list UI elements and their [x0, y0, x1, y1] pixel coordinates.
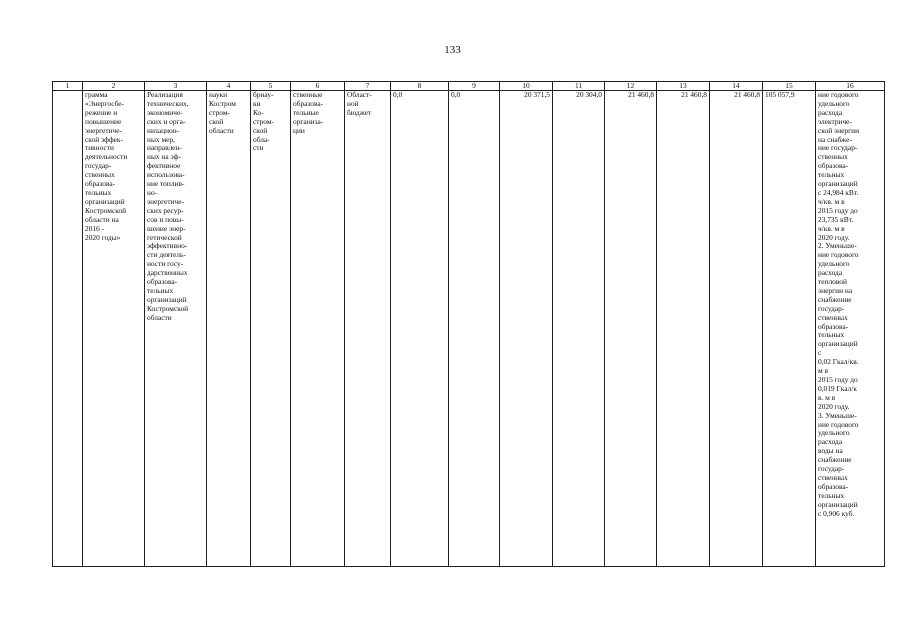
cell-measures: Реализация технических, экономиче- ских и орга- низацион- ных мер, направлен- ных на эф- фективное использова- ние топлив- но- энергетиче- ских ресур- сов и повы- шение энер- гетической эффективно- сти деятель- ности госу- дарственных образова- тельных организаций Костромской области: [145, 91, 207, 567]
col-header-10: 10: [500, 82, 553, 91]
program-table: [52, 81, 885, 567]
table-row: [53, 91, 885, 567]
cell-participants: ственные образова- тельные организа- ции: [291, 91, 345, 567]
cell-value-11: 20 304,0: [553, 91, 605, 567]
col-header-16: 16: [816, 82, 885, 91]
col-header-13: 13: [657, 82, 710, 91]
cell-value-14: 21 460,8: [710, 91, 763, 567]
cell-value-total: 105 057,9: [763, 91, 816, 567]
cell-index: [53, 91, 83, 567]
col-header-12: 12: [605, 82, 657, 91]
cell-coexecutor: брнау- ки Ко- стром- ской обла- сти: [251, 91, 291, 567]
col-header-1: 1: [53, 82, 83, 91]
col-header-9: 9: [449, 82, 500, 91]
col-header-5: 5: [251, 82, 291, 91]
cell-value-8: 0,0: [391, 91, 449, 567]
cell-value-13: 21 460,8: [657, 91, 710, 567]
col-header-11: 11: [553, 82, 605, 91]
cell-responsible: науки Костром стром- ской области: [207, 91, 251, 567]
page-number: 133: [444, 44, 461, 56]
col-header-14: 14: [710, 82, 763, 91]
col-header-15: 15: [763, 82, 816, 91]
cell-funding-source: Област- ной бюджет: [345, 91, 391, 567]
col-header-6: 6: [291, 82, 345, 91]
cell-value-12: 21 460,8: [605, 91, 657, 567]
col-header-8: 8: [391, 82, 449, 91]
col-header-3: 3: [145, 82, 207, 91]
col-header-4: 4: [207, 82, 251, 91]
col-header-7: 7: [345, 82, 391, 91]
cell-value-9: 0,0: [449, 91, 500, 567]
col-header-2: 2: [83, 82, 145, 91]
cell-expected-results: ние годового удельного расхода электриче- ской энергии на снабже- ние государ- ственных образова- тельных организаций с 24,984 кВт. ч/кв. м в 2015 году до 23,735 кВт. ч/кв. м в 2020 году. 2. Уменьше- ние годового удельного расхода тепловой энергии на снабжение государ- ственных образова- тельных организаций с 0,02 Гкал/кв. м в 2015 году до 0,019 Гкал/к в. м в 2020 году. 3. Уменьше- ние годового удельного расхода воды на снабжение государ- ственных образова- тельных организаций с 0,906 куб.: [816, 91, 885, 567]
cell-program-name: грамма «Энергосбе- режение и повышение энергетиче- ской эффек- тивности деятельности государ- ственных образова- тельных организаций Костромской области на 2016 - 2020 годы»: [83, 91, 145, 567]
cell-value-10: 20 371,5: [500, 91, 553, 567]
